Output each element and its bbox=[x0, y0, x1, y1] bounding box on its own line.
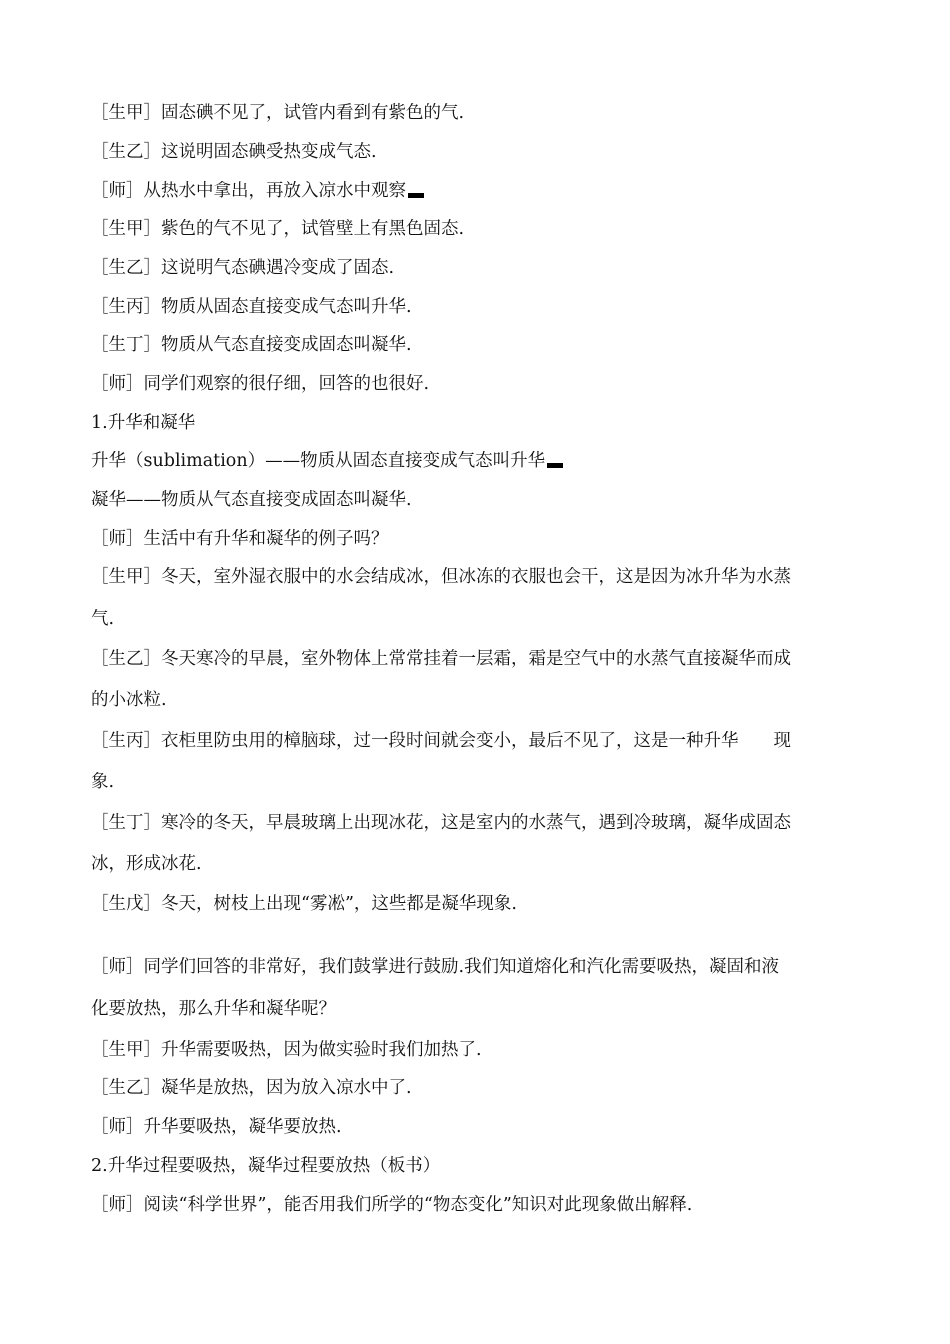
section-heading: 2.升华过程要吸热，凝华过程要放热（板书） bbox=[91, 1156, 441, 1176]
text-line: ［生丁］物质从气态直接变成固态叫凝华. bbox=[91, 335, 412, 355]
text-line: ［生乙］这说明固态碘受热变成气态. bbox=[91, 142, 377, 162]
text-line: ［生甲］升华需要吸热，因为做实验时我们加热了. bbox=[91, 1040, 482, 1060]
text-line-content: 升华（sublimation）——物质从固态直接变成气态叫升华 bbox=[91, 451, 546, 471]
text-line: ［师］升华要吸热，凝华要放热. bbox=[91, 1117, 342, 1137]
text-line: ［生甲］固态碘不见了，试管内看到有紫色的气. bbox=[91, 103, 465, 123]
text-line: ［生丁］寒冷的冬天，早晨玻璃上出现冰花，这是室内的水蒸气，遇到冷玻璃，凝华成固态 bbox=[91, 813, 791, 833]
text-line: ［生丙］衣柜里防虫用的樟脑球，过一段时间就会变小，最后不见了，这是一种升华 现 bbox=[91, 731, 791, 751]
definition-line bbox=[91, 450, 871, 472]
dash-mark-icon bbox=[408, 193, 424, 198]
text-line: 冰，形成冰花. bbox=[91, 854, 202, 874]
text-line: 化要放热，那么升华和凝华呢？ bbox=[91, 999, 336, 1019]
text-line: ［生乙］这说明气态碘遇冷变成了固态. bbox=[91, 258, 395, 278]
text-line: 气. bbox=[91, 609, 115, 629]
text-line: ［生丙］物质从固态直接变成气态叫升华. bbox=[91, 297, 412, 317]
section-heading: 1.升华和凝华 bbox=[91, 413, 196, 433]
text-line: ［生乙］凝华是放热，因为放入凉水中了. bbox=[91, 1078, 412, 1098]
text-line: ［生甲］冬天，室外湿衣服中的水会结成冰，但冰冻的衣服也会干，这是因为冰升华为水蒸 bbox=[91, 567, 791, 587]
text-line-content: ［师］从热水中拿出，再放入凉水中观察 bbox=[91, 181, 406, 201]
text-line: ［生乙］冬天寒冷的早晨，室外物体上常常挂着一层霜，霜是空气中的水蒸气直接凝华而成 bbox=[91, 649, 791, 669]
text-line: ［生戊］冬天，树枝上出现“雾凇”，这些都是凝华现象. bbox=[91, 894, 517, 914]
text-line bbox=[91, 180, 871, 202]
text-line: ［师］生活中有升华和凝华的例子吗？ bbox=[91, 529, 389, 549]
text-line: 的小冰粒. bbox=[91, 690, 167, 710]
text-line: ［师］同学们回答的非常好，我们鼓掌进行鼓励.我们知道熔化和汽化需要吸热，凝固和液 bbox=[91, 957, 780, 977]
definition-line: 凝华——物质从气态直接变成固态叫凝华. bbox=[91, 490, 412, 510]
text-line: ［师］阅读“科学世界”，能否用我们所学的“物态变化”知识对此现象做出解释. bbox=[91, 1195, 693, 1215]
text-line: ［师］同学们观察的很仔细，回答的也很好. bbox=[91, 374, 430, 394]
dash-mark-icon bbox=[547, 463, 563, 468]
text-line: 象. bbox=[91, 772, 115, 792]
text-line: ［生甲］紫色的气不见了，试管壁上有黑色固态. bbox=[91, 219, 465, 239]
